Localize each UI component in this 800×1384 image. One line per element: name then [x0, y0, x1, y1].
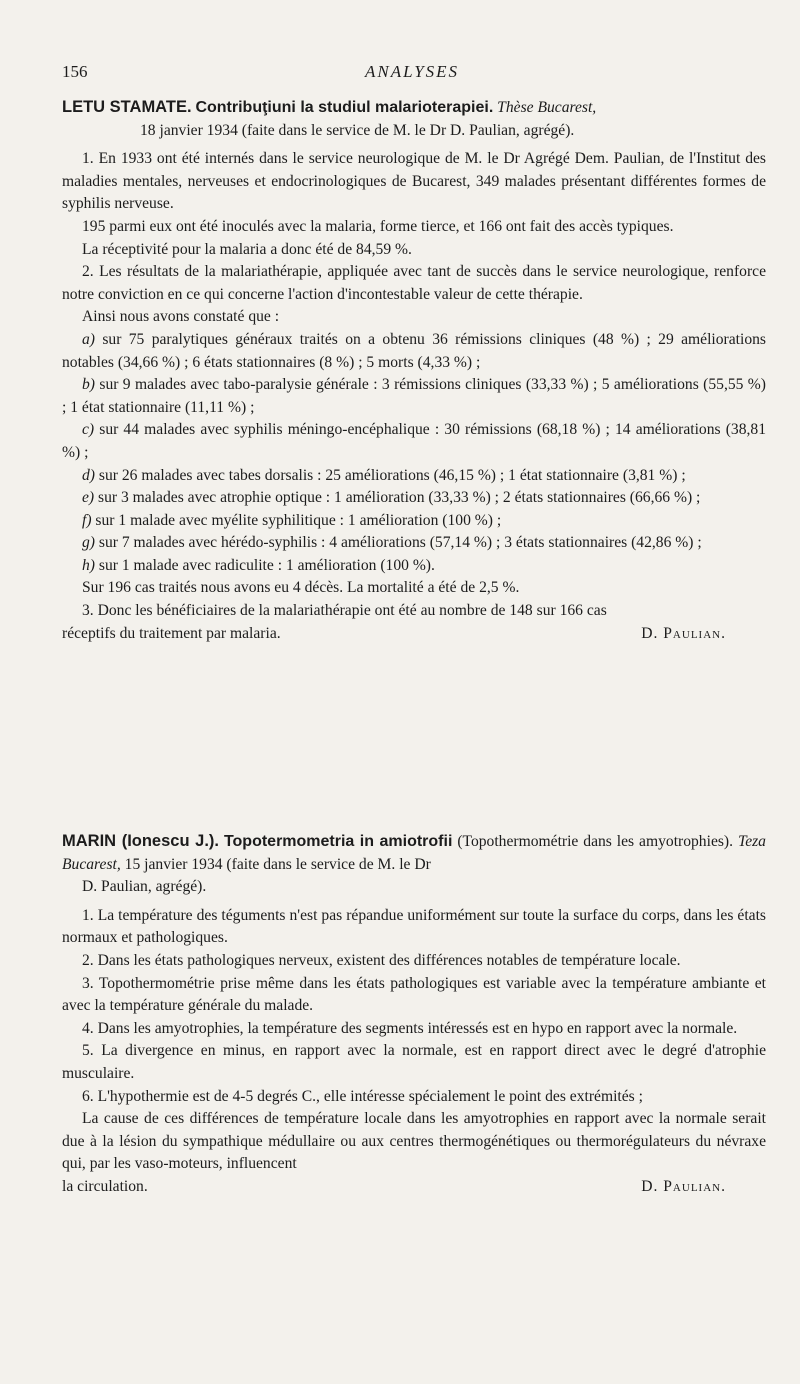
item-text: sur 75 paralytiques généraux traités on a obtenu 36 rémissions cliniques (48 %) ; 29 améliorations notables (34,66 %) ; 6 états stationnaires (8 %) ; 5 morts (4,33 %) ;: [62, 330, 766, 371]
item-text: sur 3 malades avec atrophie optique : 1 amélioration (33,33 %) ; 2 états stationnaires (66,66 %) ;: [94, 489, 701, 507]
paragraph: 1. La température des téguments n'est pas répandue uniformément sur toute la surface du corps, dans les états normaux et pathologiques.: [62, 906, 766, 947]
signature: D. Paulian.: [641, 624, 726, 642]
paragraph: 6. L'hypothermie est de 4-5 degrés C., elle intéresse spécialement le point des extrémités ;: [82, 1087, 643, 1105]
paragraph: 1. En 1933 ont été internés dans le service neurologique de M. le Dr Agrégé Dem. Paulian, de l'Institut des maladies mentales, nerveuses et endocrinologiques de Bucarest, 349 malades présentant différentes formes de syphilis nerveuse.: [62, 150, 766, 213]
result-item-a: [62, 329, 766, 374]
paragraph: 3. Donc les bénéficiaires de la malariathérapie ont été au nombre de 148 sur 166 cas: [82, 602, 607, 620]
paragraph: La réceptivité pour la malaria a donc été de 84,59 %.: [82, 240, 412, 258]
result-item-g: [62, 532, 766, 555]
page-number: 156: [62, 62, 88, 81]
result-item-c: [62, 419, 766, 464]
article-title: Contribuţiuni la studiul malarioterapiei.: [195, 99, 494, 116]
result-item-f: [62, 510, 766, 533]
item-text: sur 26 malades avec tabes dorsalis : 25 améliorations (46,15 %) ; 1 état stationnaire (3,81 %) ;: [95, 466, 686, 484]
item-letter: h): [82, 556, 95, 574]
paragraph: Sur 196 cas traités nous avons eu 4 décès. La mortalité a été de 2,5 %.: [82, 579, 520, 597]
paragraph: 2. Les résultats de la malariathérapie, appliquée avec tant de succès dans le service neurologique, renforce notre conviction en ce qui concerne l'action d'incontestable valeur de cette thérapie.: [62, 263, 766, 303]
item-letter: c): [82, 421, 95, 439]
article-marin: [62, 830, 766, 1199]
paragraph: 3. Topothermométrie prise même dans les états pathologiques est variable avec la température ambiante et avec la température générale du malade.: [62, 974, 766, 1015]
page-header: [62, 62, 762, 88]
item-text: sur 44 malades avec syphilis méningo-encéphalique : 30 rémissions (68,18 %) ; 14 améliorations (38,81 %) ;: [62, 421, 766, 461]
article-title: Topotermometria in amiotrofii: [223, 833, 453, 850]
paragraph: 4. Dans les amyotrophies, la température des segments intéressés est en hypo en rapport avec la normale.: [82, 1019, 738, 1037]
item-text: sur 9 malades avec tabo-paralysie générale : 3 rémissions cliniques (33,33 %) ; 5 améliorations (55,55 %) ; 1 état stationnaire (11,11 %) ;: [62, 376, 766, 416]
article-author: MARIN (Ionescu J.).: [62, 832, 219, 850]
item-text: sur 7 malades avec hérédo-syphilis : 4 améliorations (57,14 %) ; 3 états stationnaires (42,86 %) ;: [95, 534, 702, 552]
paragraph: 2. Dans les états pathologiques nerveux, existent des différences notables de température locale.: [82, 951, 681, 969]
paragraph-end: la circulation.: [62, 1177, 148, 1195]
paragraph-tail: [62, 623, 766, 646]
running-title: ANALYSES: [364, 62, 460, 81]
item-letter: a): [82, 330, 95, 348]
result-item-d: [62, 465, 766, 488]
item-text: sur 1 malade avec radiculite : 1 amélioration (100 %).: [95, 556, 435, 574]
item-text: sur 1 malade avec myélite syphilitique : 1 amélioration (100 %) ;: [91, 511, 502, 529]
article-title-line: [62, 830, 766, 876]
item-letter: f): [82, 511, 92, 529]
paragraph-tail: [62, 1176, 766, 1199]
article-letu-stamate: [62, 96, 766, 645]
paragraph: 5. La divergence en minus, en rapport avec la normale, est en rapport direct avec le degré d'atrophie musculaire.: [62, 1042, 766, 1082]
article-author: LETU STAMATE.: [62, 98, 192, 116]
item-letter: g): [82, 534, 95, 552]
item-letter: e): [82, 489, 95, 507]
article-subline: D. Paulian, agrégé).: [82, 878, 207, 896]
paragraph: Ainsi nous avons constaté que :: [82, 308, 280, 326]
result-item-h: [62, 555, 766, 578]
article-title-translation: (Topothermométrie dans les amyotrophies).: [452, 833, 738, 850]
paragraph-end: réceptifs du traitement par malaria.: [62, 624, 281, 642]
item-letter: d): [82, 466, 95, 484]
paragraph: La cause de ces différences de température locale dans les amyotrophies en rapport avec la normale serait due à la lésion du sympathique médullaire ou aux centres thermogénétiques ou thermorégulateurs du névraxe qui, par les vaso-moteurs, influencent: [62, 1110, 766, 1173]
result-item-b: [62, 374, 766, 419]
article-subline: 18 janvier 1934 (faite dans le service de M. le Dr D. Paulian, agrégé).: [140, 121, 575, 139]
signature: D. Paulian.: [641, 1177, 726, 1195]
paragraph: 195 parmi eux ont été inoculés avec la malaria, forme tierce, et 166 ont fait des accès typiques.: [82, 217, 674, 235]
article-title-line: [62, 96, 766, 120]
article-source: Thèse Bucarest,: [497, 99, 597, 116]
result-item-e: [62, 487, 766, 510]
item-letter: b): [82, 376, 95, 394]
article-source: Teza Bucarest,: [62, 833, 766, 873]
article-source-tail: 15 janvier 1934 (faite dans le service de M. le Dr: [120, 855, 431, 873]
